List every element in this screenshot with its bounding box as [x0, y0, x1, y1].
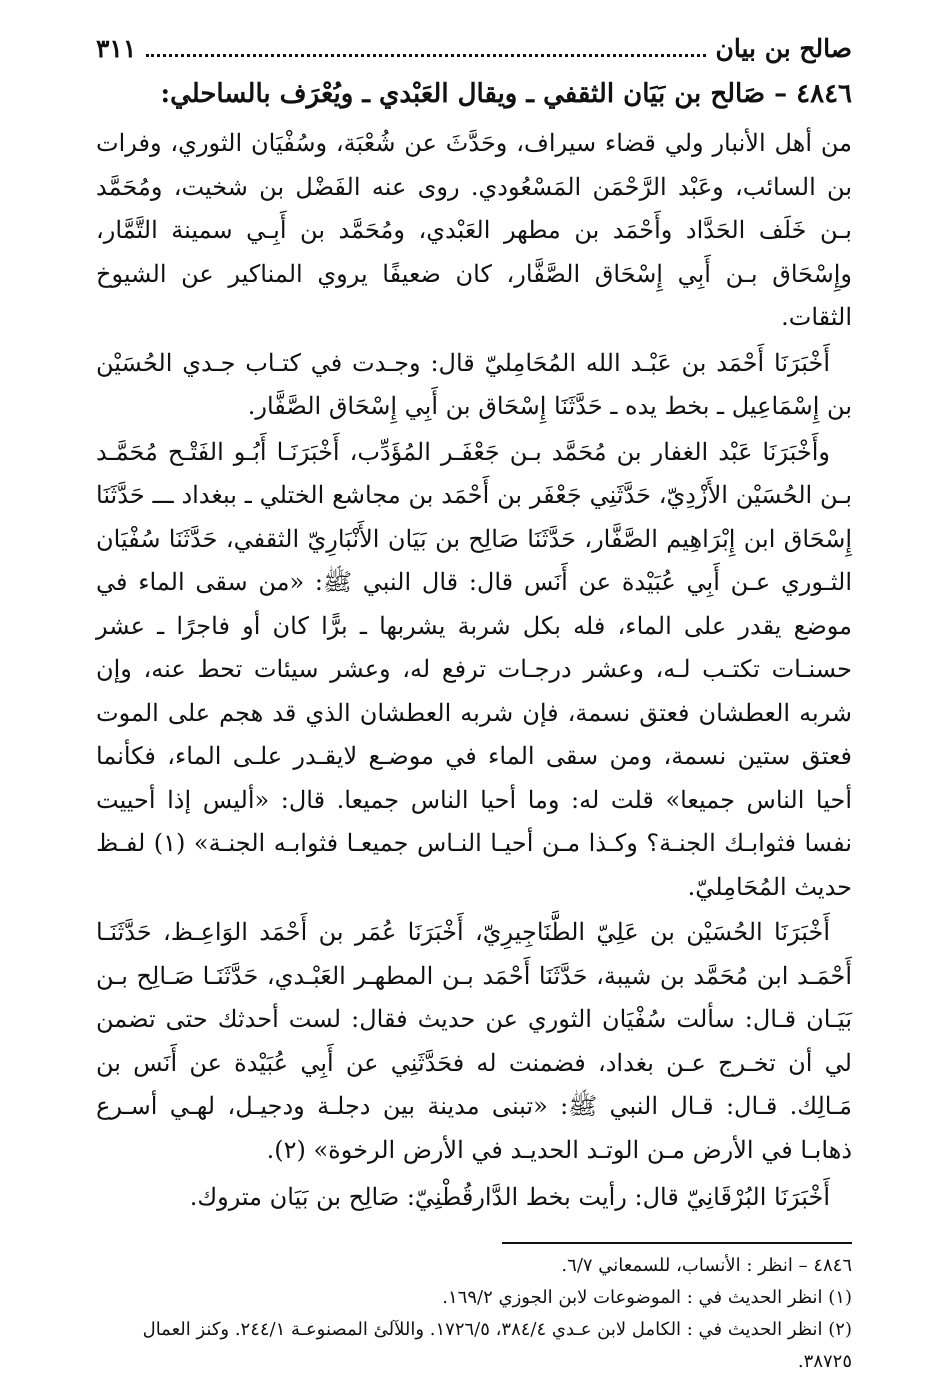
entry-paragraph-3: وأَخْبَرَنَا عَبْد الغفار بن مُحَمَّد بـن جَعْفَـر المُؤَدِّب، أَخْبَرَنَـا أَبُـو الفَتْـح مُحَمَّـد بـن الحُسَيْن الأَزْدِيّ، حَدَّثَنِي جَعْفَر بن أَحْمَد بن مجاشع الختلي ـ ببغداد ـــ حَدَّثَنَا إِسْحَاق ابن إِبْرَاهِيم الصَّفَّار، حَدَّثَنَا صَالِح بن بَيَان الأَنْبَارِيّ الثقفي، حَدَّثَنَا سُفْيَان الثـوري عـن أَبِي عُبَيْدة عن أَنَس قال: قال النبي ﷺ: «من سقى الماء في موضع يقدر على الماء، فله بكل شربة يشربها ـ برًّا كان أو فاجرًا ـ عشر حسنـات تكتـب لـه، وعشر درجـات ترفع له، وعشر سيئات تحط عنه، وإن شربه العطشان فعتق نسمة، فإن شربه العطشان الذي قد هجم على الموت فعتق ستين نسمة، ومن سقى الماء في موضـع لايقـدر علـى الماء، فكأنما أحيا الناس جميعا» قلت له: وما أحيا الناس جميعا. قال: «أليس إذا أحييت نفسا فثوابـك الجنـة؟ وكـذا مـن أحيـا النـاس جميعـا فثوابـه الجنـة» (١) لفـظ حديث المُحَامِليّ.: [96, 437, 852, 901]
footnote-1: (١) انظر الحديث في : الموضوعات لابن الجوزي ١٦٩/٢.: [442, 1286, 852, 1308]
running-title: صالح بن بيان: [715, 33, 852, 63]
entry-paragraph-5: أَخْبَرَنَا البُرْقَانِيّ قال: رأيت بخط الدَّارقُطْنِيّ: صَالِح بن بَيَان متروك.: [189, 1183, 830, 1211]
leader-dots: [146, 40, 705, 57]
entry-paragraph-1: من أهل الأنبار ولي قضاء سيراف، وحَدَّثَ عن شُعْبَة، وسُفْيَان الثوري، وفرات بن السائب، وعَبْد الرَّحْمَن المَسْعُودي. روى عنه الفَضْل بن شخيت، ومُحَمَّد بـن خَلَف الحَدَّاد وأَحْمَد بن مطهر العَبْدي، ومُحَمَّد بن أَبِـي سمينة التَّمَّار، وإِسْحَاق بـن أَبِي إِسْحَاق الصَّفَّار، كان ضعيفًا يروي المناكير عن الشيوخ الثقات.: [96, 129, 852, 331]
footnotes: [96, 1250, 852, 1378]
entry-paragraph-4: أَخْبَرَنَا الحُسَيْن بن عَلِيّ الطَّنَاجِيرِيّ، أَخْبَرَنَا عُمَر بن أَحْمَد الوَاعِـظ، حَدَّثَنَـا أَحْمَـد ابن مُحَمَّد بن شيبة، حَدَّثَنَا أَحْمَد بـن المطهـر العَبْـدي، حَدَّثَنَـا صَـالِح بـن بَيَـان قـال: سألت سُفْيَان الثوري عن حديث فقال: لست أحدثك حتى تضمن لي أن تخـرج عـن بغداد، فضمنت له فحَدَّثَنِي عن أَبِي عُبَيْدة عن أَنَس بن مَـالِك. قـال: قـال النبي ﷺ: «تبنى مدينة بين دجلـة ودجيـل، لهـي أسـرع ذهابـا في الأرض مـن الوتـد الحديـد في الأرض الرخوة» (٢).: [96, 918, 853, 1164]
footnote-2: (٢) انظر الحديث في : الكامل لابن عـدي ٣٨٤/٤، ١٧٢٦/٥. واللآلئ المصنوعـة ٢٤٤/١. وكنز العمال ٣٨٧٢٥.: [142, 1318, 852, 1372]
footnote-entry-ref: ٤٨٤٦ – انظر : الأنساب، للسمعاني ٦/٧.: [561, 1254, 852, 1276]
running-header: [96, 28, 852, 68]
entry-title: ٤٨٤٦ – صَالح بن بَيَان الثقفي ـ ويقال العَبْدي ـ ويُعْرَف بالساحلي:: [160, 79, 852, 109]
page-number: ٣١١: [96, 33, 137, 63]
footnote-separator: [502, 1242, 852, 1244]
entry-paragraph-2: أَخْبَرَنَا أَحْمَد بن عَبْـد الله المُحَامِليّ قال: وجـدت في كتـاب جـدي الحُسَيْن بن إِسْمَاعِيل ـ بخط يده ـ حَدَّثَنَا إِسْحَاق بن أَبِي إِسْحَاق الصَّفَّار.: [96, 348, 852, 420]
